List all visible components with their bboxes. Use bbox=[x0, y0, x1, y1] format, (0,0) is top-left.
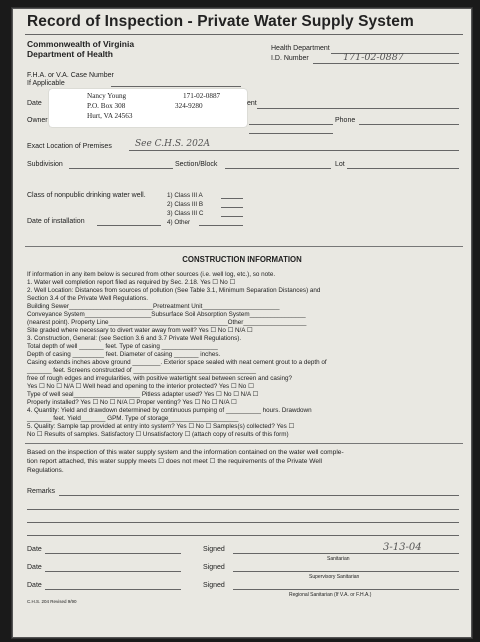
section-block-label: Section/Block bbox=[175, 161, 218, 168]
signed-line-1 bbox=[233, 553, 459, 554]
health-department-label: Health Department bbox=[271, 45, 330, 52]
class-option-a: 1) Class III A bbox=[167, 192, 203, 199]
conclusion-divider bbox=[25, 443, 463, 444]
if-applicable-label: If Applicable bbox=[27, 80, 65, 87]
agent-line bbox=[257, 108, 459, 109]
agent-label: ent bbox=[247, 100, 257, 107]
construction-line-19: 5. Quality: Sample tap provided at entry into system? Yes ☐ No ☐ Samples(s) collected? Yes ☐ bbox=[27, 423, 295, 430]
construction-line-4: Building Sewer________________________Pretreatment Unit______________________ bbox=[27, 303, 280, 310]
class-b-line bbox=[221, 207, 243, 208]
construction-line-3: Section 3.4 of the Private Well Regulations. bbox=[27, 295, 148, 302]
construction-line-5: Conveyance System___________________Subsurface Soil Absorption System________________ bbox=[27, 311, 306, 318]
exact-location-line bbox=[129, 150, 459, 151]
class-option-other: 4) Other bbox=[167, 219, 191, 226]
form-number: C.H.S. 204 Revised 9/90 bbox=[27, 599, 77, 604]
signed-label-3: Signed bbox=[203, 582, 225, 589]
lot-line bbox=[347, 168, 459, 169]
subdivision-label: Subdivision bbox=[27, 161, 63, 168]
construction-line-11: Casing extends inches above ground ________. Exterior space sealed with neat cement grout to a depth of bbox=[27, 359, 327, 366]
commonwealth-label: Commonwealth of Virginia bbox=[27, 39, 135, 49]
regional-label: Regional Sanitarian (If V.A. or F.H.A.) bbox=[289, 592, 372, 598]
label-id: 171-02-0887 bbox=[183, 92, 221, 100]
signed-label-2: Signed bbox=[203, 564, 225, 571]
class-a-line bbox=[221, 198, 243, 199]
department-label: Department of Health bbox=[27, 49, 113, 59]
exact-location-value: See C.H.S. 202A bbox=[135, 139, 211, 149]
remarks-line-4 bbox=[27, 535, 459, 536]
date-installation-label: Date of installation bbox=[27, 218, 85, 225]
construction-line-17: 4. Quantity: Yield and drawdown determined by continuous pumping of __________ hours. Drawdown bbox=[27, 407, 312, 414]
sig-date-line-2 bbox=[45, 571, 181, 572]
fha-line bbox=[111, 86, 241, 87]
date-label: Date bbox=[27, 100, 42, 107]
address-label-sticker bbox=[49, 89, 247, 127]
exact-location-label: Exact Location of Premises bbox=[27, 143, 112, 150]
owner-line-2 bbox=[249, 133, 333, 134]
subdivision-line bbox=[69, 168, 173, 169]
phone-line bbox=[359, 124, 459, 125]
label-phone: 324-9280 bbox=[175, 102, 203, 110]
construction-line-13: free of rough edges and irregularities, with positive watertight seal between screen and casing? bbox=[27, 375, 292, 382]
construction-line-10: Depth of casing _________ feet. Diameter of casing _______ inches. bbox=[27, 351, 221, 358]
construction-line-1: 1. Water well completion report filed as required by Sec. 2.18. Yes ☐ No ☐ bbox=[27, 279, 236, 286]
construction-line-2: 2. Well Location: Distances from sources of pollution (See Table 3.1, Minimum Separation Distances) and bbox=[27, 287, 321, 294]
signed-line-3 bbox=[233, 589, 459, 590]
label-pobox: P.O. Box 308 bbox=[87, 102, 126, 110]
remarks-line-1 bbox=[59, 495, 459, 496]
class-option-c: 3) Class III C bbox=[167, 210, 204, 217]
construction-line-16: Properly installed? Yes ☐ No ☐ N/A ☐ Proper venting? Yes ☐ No ☐ N/A ☐ bbox=[27, 399, 237, 406]
remarks-line-2 bbox=[27, 509, 459, 510]
class-c-line bbox=[221, 216, 243, 217]
remarks-label: Remarks bbox=[27, 488, 56, 495]
id-number-value: 171-02-0887 bbox=[343, 52, 404, 63]
form-title: Record of Inspection - Private Water Supply System bbox=[27, 13, 414, 30]
inspection-form bbox=[12, 8, 472, 638]
construction-line-12: _______ feet. Screens constructed of ___________________________________ bbox=[27, 367, 256, 374]
conclusion-line-0: Based on the inspection of this water supply system and the information contained on the water well comple- bbox=[27, 449, 344, 456]
phone-label: Phone bbox=[335, 117, 356, 124]
construction-line-6: (nearest point). Property Line__________________________________Other__________________ bbox=[27, 319, 307, 326]
construction-line-9: Total depth of well _______ feet. Type of casing ________________ bbox=[27, 343, 218, 350]
sig-date-label-3: Date bbox=[27, 582, 42, 589]
sig-date-label-1: Date bbox=[27, 546, 42, 553]
construction-line-18: _______ feet. Yield_______ GPM. Type of storage____________________ bbox=[27, 415, 239, 422]
section-block-line bbox=[225, 168, 331, 169]
construction-line-7: Site graded where necessary to divert water away from well? Yes ☐ No ☐ N/A ☐ bbox=[27, 327, 253, 334]
id-number-line bbox=[313, 63, 459, 64]
class-option-b: 2) Class III B bbox=[167, 201, 204, 208]
construction-line-8: 3. Construction, General: (see Section 3.6 and 3.7 Private Well Regulations). bbox=[27, 335, 242, 342]
construction-line-14: Yes ☐ No ☐ N/A ☐ Well head and opening to the interior protected? Yes ☐ No ☐ bbox=[27, 383, 254, 390]
supervisory-label: Supervisory Sanitarian bbox=[309, 574, 360, 580]
sig-date-line-3 bbox=[45, 589, 181, 590]
conclusion-line-2: Regulations. bbox=[27, 467, 64, 474]
id-number-label: I.D. Number bbox=[271, 55, 309, 62]
section-divider bbox=[25, 246, 463, 247]
label-name: Nancy Young bbox=[87, 92, 127, 100]
sanitarian-label: Sanitarian bbox=[327, 556, 350, 562]
conclusion-line-1: tion report attached, this water supply meets ☐ does not meet ☐ the requirements of the Private Well bbox=[27, 458, 323, 465]
remarks-line-3 bbox=[27, 522, 459, 523]
fha-label: F.H.A. or V.A. Case Number bbox=[27, 72, 114, 79]
date-installation-line bbox=[97, 225, 161, 226]
construction-line-0: If information in any item below is secured from other sources (i.e. well log, etc.), so note. bbox=[27, 271, 276, 278]
lot-label: Lot bbox=[335, 161, 345, 168]
class-label: Class of nonpublic drinking water well. bbox=[27, 192, 146, 199]
title-rule bbox=[25, 34, 463, 35]
signed-line-2 bbox=[233, 571, 459, 572]
construction-line-15: Type of well seal___________________ Pitless adapter used? Yes ☐ No ☐ N/A ☐ bbox=[27, 391, 259, 398]
owner-line bbox=[249, 124, 333, 125]
signed-label-1: Signed bbox=[203, 546, 225, 553]
owner-label: Owner bbox=[27, 117, 48, 124]
construction-line-20: No ☐ Results of samples. Satisfactory ☐ Unsatisfactory ☐ (attach copy of results of this form) bbox=[27, 431, 289, 438]
construction-title: CONSTRUCTION INFORMATION bbox=[182, 255, 302, 264]
sig-date-line-1 bbox=[45, 553, 181, 554]
sig-date-label-2: Date bbox=[27, 564, 42, 571]
sanitarian-date: 3-13-04 bbox=[383, 542, 422, 553]
class-other-line bbox=[199, 225, 243, 226]
label-city: Hurt, VA 24563 bbox=[87, 112, 133, 120]
